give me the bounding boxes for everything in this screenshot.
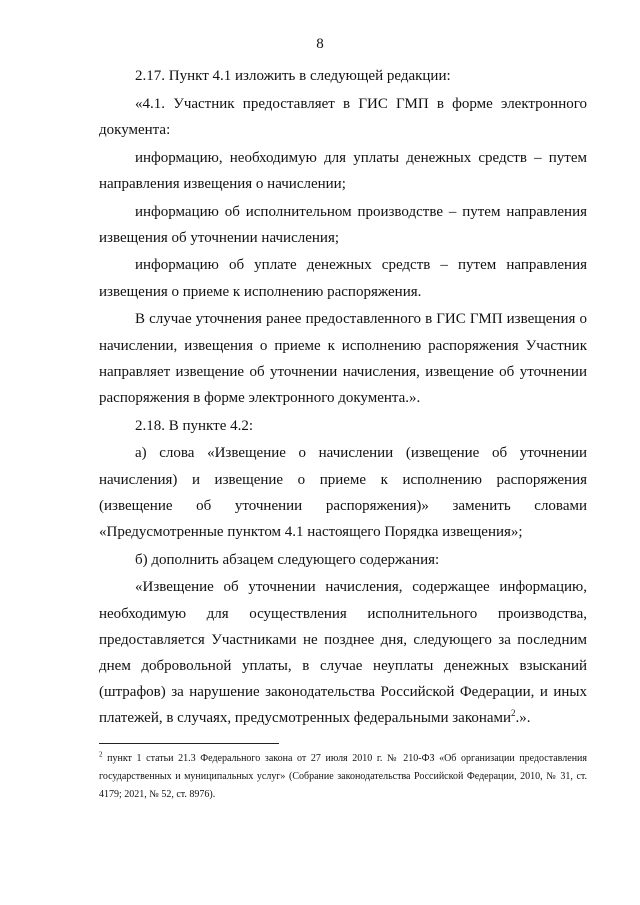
footnote (99, 750, 587, 804)
paragraph-payment-info: информацию, необходимую для уплаты денежных средств – путем направления извещения о начислении; (99, 149, 587, 192)
paragraph-2-18: 2.18. В пункте 4.2: (135, 417, 254, 434)
paragraph-2-17: 2.17. Пункт 4.1 изложить в следующей редакции: (135, 68, 451, 84)
new-text-closing: .». (515, 710, 531, 727)
page-number: 8 (316, 36, 324, 52)
paragraph-item-b: б) дополнить абзацем следующего содержания: (135, 551, 440, 568)
paragraph-payment-made-info: информацию об уплате денежных средств – путем направления извещения о приеме к исполнению распоряжения. (99, 257, 587, 300)
document-body (99, 63, 587, 732)
paragraph-enforcement-info: информацию об исполнительном производстве – путем направления извещения об уточнении начисления; (99, 203, 587, 246)
footnote-separator (99, 743, 279, 744)
paragraph-4-1-intro: «4.1. Участник предоставляет в ГИС ГМП в форме электронного документа: (99, 95, 587, 138)
new-text-body: «Извещение об уточнении начисления, содержащее информацию, необходимую для осуществления исполнительного производства, предоставляется Участниками не позднее дня, следующего за последним днем добровольной уплаты, в случае неуплаты денежных взысканий (штрафов) за нарушение законодательства Российской Федерации, и иных платежей, в случаях, предусмотренных федеральными законами (99, 579, 587, 727)
footnote-marker: 2 (99, 750, 103, 759)
footnote-reference: 2 (511, 708, 516, 719)
footnote-text: пункт 1 статьи 21.3 Федерального закона от 27 июля 2010 г. № 210-ФЗ «Об организации предоставления государственных и муниципальных услуг» (Собрание законодательства Российской Федерации, 2010, № 31, ст. 4179; 2021, № 52, ст. 8976). (99, 753, 587, 800)
paragraph-item-a: а) слова «Извещение о начислении (извещение об уточнении начисления) и извещение о приеме к исполнению распоряжения (извещение об уточнении распоряжения)» заменить словами «Предусмотренные пунктом 4.1 настоящего Порядка извещения»; (99, 445, 587, 540)
paragraph-new-text (99, 574, 587, 731)
paragraph-clarification: В случае уточнения ранее предоставленного в ГИС ГМП извещения о начислении, извещения о приеме к исполнению распоряжения Участник направляет извещение об уточнении начисления, извещение об уточнении распоряжения в форме электронного документа.». (99, 311, 587, 406)
